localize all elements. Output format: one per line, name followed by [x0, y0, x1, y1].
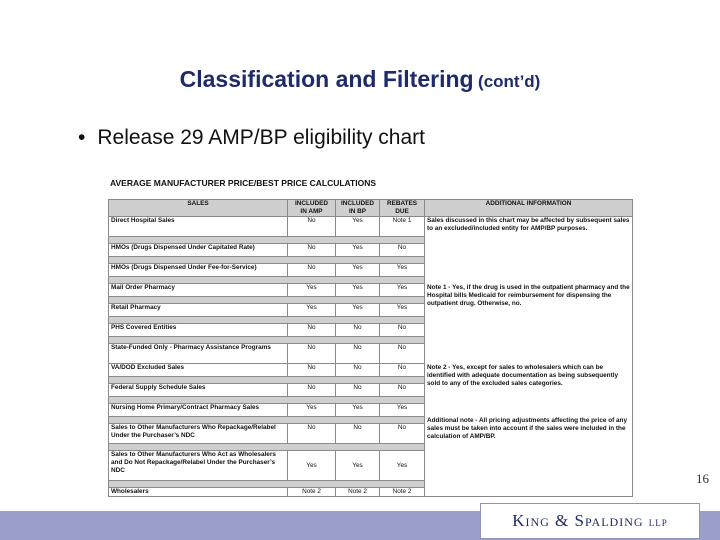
sale-name: Sales to Other Manufacturers Who Repackage/Relabel Under the Purchaser’s NDC	[109, 424, 288, 444]
amp-value: No	[288, 217, 336, 237]
rebates-value: Yes	[380, 284, 425, 297]
bp-value: No	[336, 384, 380, 397]
eligibility-chart-table	[108, 199, 633, 497]
rebates-value: No	[380, 364, 425, 377]
rebates-value: No	[380, 324, 425, 337]
sale-name: VA/DOD Excluded Sales	[109, 364, 288, 377]
bp-value: No	[336, 344, 380, 364]
bp-value: Note 2	[336, 488, 380, 497]
rebates-value: No	[380, 344, 425, 364]
sale-name: PHS Covered Entities	[109, 324, 288, 337]
rebates-value: Note 2	[380, 488, 425, 497]
amp-value: No	[288, 244, 336, 257]
amp-value: No	[288, 264, 336, 277]
amp-value: No	[288, 384, 336, 397]
slide-title-suffix: (cont’d)	[478, 72, 541, 91]
bullet-marker: •	[78, 126, 86, 149]
header-sales: SALES	[109, 200, 288, 217]
table-row	[109, 264, 633, 277]
slide-title	[0, 66, 720, 93]
amp-value: No	[288, 344, 336, 364]
bullet-text: Release 29 AMP/BP eligibility chart	[97, 126, 425, 149]
table-row	[109, 284, 633, 297]
table-header-row	[109, 200, 633, 217]
bp-value: Yes	[336, 451, 380, 481]
amp-value: Yes	[288, 404, 336, 417]
page-number: 16	[696, 471, 709, 486]
rebates-value: Note 1	[380, 217, 425, 237]
table-row	[109, 364, 633, 377]
sale-name: State-Funded Only - Pharmacy Assistance Programs	[109, 344, 288, 364]
rebates-value: No	[380, 244, 425, 257]
chart-title: AVERAGE MANUFACTURER PRICE/BEST PRICE CALCULATIONS	[110, 178, 377, 188]
note-intro: Sales discussed in this chart may be affected by subsequent sales to an excluded/included entity for AMP/BP purposes.	[425, 217, 633, 257]
bp-value: Yes	[336, 264, 380, 277]
bp-value: Yes	[336, 284, 380, 297]
bp-value: No	[336, 424, 380, 444]
sale-name: HMOs (Drugs Dispensed Under Capitated Rate)	[109, 244, 288, 257]
rebates-value: Yes	[380, 451, 425, 481]
header-included-in-amp: INCLUDED IN AMP	[288, 200, 336, 217]
header-rebates-due: REBATES DUE	[380, 200, 425, 217]
table-row	[109, 451, 633, 481]
header-included-in-bp: INCLUDED IN BP	[336, 200, 380, 217]
sale-name: Wholesalers	[109, 488, 288, 497]
amp-value: No	[288, 424, 336, 444]
rebates-value: Yes	[380, 304, 425, 317]
slide-title-main: Classification and Filtering	[179, 66, 474, 92]
bp-value: Yes	[336, 304, 380, 317]
amp-value: Yes	[288, 284, 336, 297]
bp-value: Yes	[336, 244, 380, 257]
amp-value: Yes	[288, 304, 336, 317]
sale-name: Federal Supply Schedule Sales	[109, 384, 288, 397]
bp-value: Yes	[336, 217, 380, 237]
sale-name: Nursing Home Primary/Contract Pharmacy Sales	[109, 404, 288, 417]
header-additional-information: ADDITIONAL INFORMATION	[425, 200, 633, 217]
sale-name: Sales to Other Manufacturers Who Act as Wholesalers and Do Not Repackage/Relabel Under the Purchaser’s NDC	[109, 451, 288, 481]
sale-name: Direct Hospital Sales	[109, 217, 288, 237]
rebates-value: Yes	[380, 404, 425, 417]
sale-name: Mail Order Pharmacy	[109, 284, 288, 297]
note-2: Note 2 - Yes, except for sales to wholesalers which can be identified with adequate documentation as being subsequently sold to any of the excluded sales categories.	[425, 364, 633, 417]
sale-name: HMOs (Drugs Dispensed Under Fee-for-Service)	[109, 264, 288, 277]
sale-name: Retail Pharmacy	[109, 304, 288, 317]
amp-value: Yes	[288, 451, 336, 481]
amp-value: Note 2	[288, 488, 336, 497]
bp-value: No	[336, 364, 380, 377]
note-1: Note 1 - Yes, if the drug is used in the outpatient pharmacy and the Hospital bills Medicaid for reimbursement for dispensing the outpatient drug. Otherwise, no.	[425, 284, 633, 364]
amp-value: No	[288, 324, 336, 337]
table-row	[109, 217, 633, 237]
bp-value: Yes	[336, 404, 380, 417]
bp-value: No	[336, 324, 380, 337]
table-row	[109, 488, 633, 497]
note-additional: Additional note - All pricing adjustments affecting the price of any sales must be taken into account if the sales were included in the calculation of AMP/BP.	[425, 417, 633, 451]
rebates-value: No	[380, 384, 425, 397]
company-logo	[480, 503, 700, 539]
logo-text: King & Spalding LLP	[512, 511, 668, 530]
bullet-point	[78, 126, 425, 150]
amp-value: No	[288, 364, 336, 377]
rebates-value: Yes	[380, 264, 425, 277]
rebates-value: No	[380, 424, 425, 444]
